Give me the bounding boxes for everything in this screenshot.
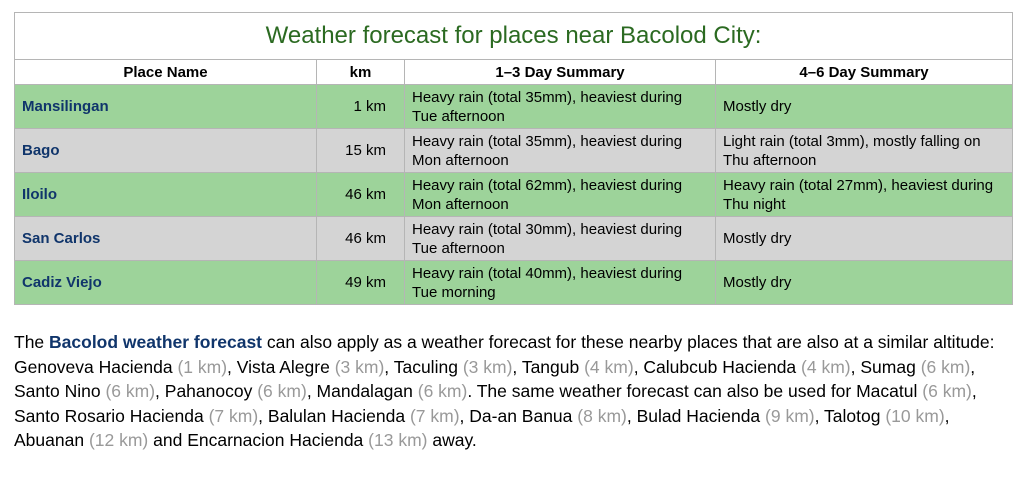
place-distance: (8 km) [577,405,627,426]
paragraph-intro: The [14,332,50,352]
summary-4-6-cell: Mostly dry [716,261,1013,305]
forecast-table [14,12,1013,305]
place-name: Mandalagan [316,381,413,401]
place-name: Balulan Hacienda [267,405,406,426]
table-title: Weather forecast for places near Bacolod City: [15,13,1013,60]
place-name: Genoveva Hacienda [14,356,173,377]
place-distance: (6 km) [922,381,972,401]
summary-1-3-cell: Heavy rain (total 35mm), heaviest during Tue afternoon [405,85,716,129]
distance-cell: 46 km [317,217,405,261]
place-link[interactable]: Iloilo [15,173,317,217]
place-name: Vista Alegre [236,356,330,377]
place-name: Da-an Banua [469,405,573,426]
forecast-table-container [14,12,1012,305]
place-name: Pahanocoy [164,381,253,401]
place-distance: (9 km) [765,405,815,426]
place-distance: (6 km) [105,381,156,401]
forecast-link[interactable]: Bacolod weather forecast [49,332,263,352]
place-name: Sumag [860,356,916,377]
summary-1-3-cell: Heavy rain (total 30mm), heaviest during Tue afternoon [405,217,716,261]
distance-cell: 1 km [317,85,405,129]
place-name: Santo Nino [14,381,101,401]
summary-4-6-cell: Mostly dry [716,217,1013,261]
table-row [15,261,1013,305]
place-distance: (13 km) [368,430,428,450]
place-name: Abuanan [14,430,85,450]
place-distance: (10 km) [885,405,945,426]
summary-4-6-cell: Heavy rain (total 27mm), heaviest during Thu night [716,173,1013,217]
place-link[interactable]: Cadiz Viejo [15,261,317,305]
place-distance: (6 km) [257,381,307,401]
place-distance: (4 km) [801,356,851,377]
place-link[interactable]: Bago [15,129,317,173]
paragraph-text: . The same weather forecast can also be used for [467,381,857,401]
summary-4-6-cell: Mostly dry [716,85,1013,129]
table-row [15,129,1013,173]
place-name: Tangub [521,356,580,377]
nearby-places-paragraph: The Bacolod weather forecast can also apply as a weather forecast for these nearby places that are also at a similar altitude: Genoveva Hacienda (1 km), Vista Alegre (3 km), Taculing (3 km), Tangub (4 km), Calubcub Hacienda (4 km), Sumag (6 km), Santo Nino (6 km), Pahanocoy (6 km), Mandalagan (6 km). The same weather forecast can also be used for Macatul (6 km), Santo Rosario Hacienda (7 km), Balulan Hacienda (7 km), Da-an Banua (8 km), Bulad Hacienda (9 km), Talotog (10 km), Abuanan (12 km) and Encarnacion Hacienda (13 km) away. [14,332,995,450]
paragraph-text: and [148,430,188,450]
place-name: Santo Rosario Hacienda [14,405,204,426]
column-header-place: Place Name [15,60,317,85]
place-distance: (1 km) [177,356,228,377]
summary-1-3-cell: Heavy rain (total 35mm), heaviest during Mon afternoon [405,129,716,173]
place-distance: (4 km) [584,356,634,377]
distance-cell: 49 km [317,261,405,305]
place-name: Bulad Hacienda [636,405,761,426]
distance-cell: 15 km [317,129,405,173]
place-name: Encarnacion Hacienda [187,430,364,450]
place-name: Talotog [824,405,881,426]
summary-1-3-cell: Heavy rain (total 40mm), heaviest during Tue morning [405,261,716,305]
paragraph-text: can also apply as a weather forecast for these nearby places that are also at a similar altitude: [262,332,995,352]
column-header-4-6-day: 4–6 Day Summary [716,60,1013,85]
summary-4-6-cell: Light rain (total 3mm), mostly falling on Thu afternoon [716,129,1013,173]
place-distance: (12 km) [88,430,149,450]
place-distance: (3 km) [334,356,385,377]
distance-cell: 46 km [317,173,405,217]
place-name: Calubcub Hacienda [643,356,797,377]
table-row [15,217,1013,261]
table-row [15,85,1013,129]
place-distance: (6 km) [920,356,971,377]
place-distance: (7 km) [409,405,460,426]
column-header-km: km [317,60,405,85]
place-distance: (3 km) [462,356,513,377]
paragraph-text: away. [427,430,477,450]
place-name: Macatul [856,381,918,401]
place-distance: (6 km) [417,381,468,401]
table-row [15,173,1013,217]
column-header-1-3-day: 1–3 Day Summary [405,60,716,85]
place-name: Taculing [393,356,458,377]
place-link[interactable]: San Carlos [15,217,317,261]
place-link[interactable]: Mansilingan [15,85,317,129]
summary-1-3-cell: Heavy rain (total 62mm), heaviest during Mon afternoon [405,173,716,217]
place-distance: (7 km) [208,405,259,426]
